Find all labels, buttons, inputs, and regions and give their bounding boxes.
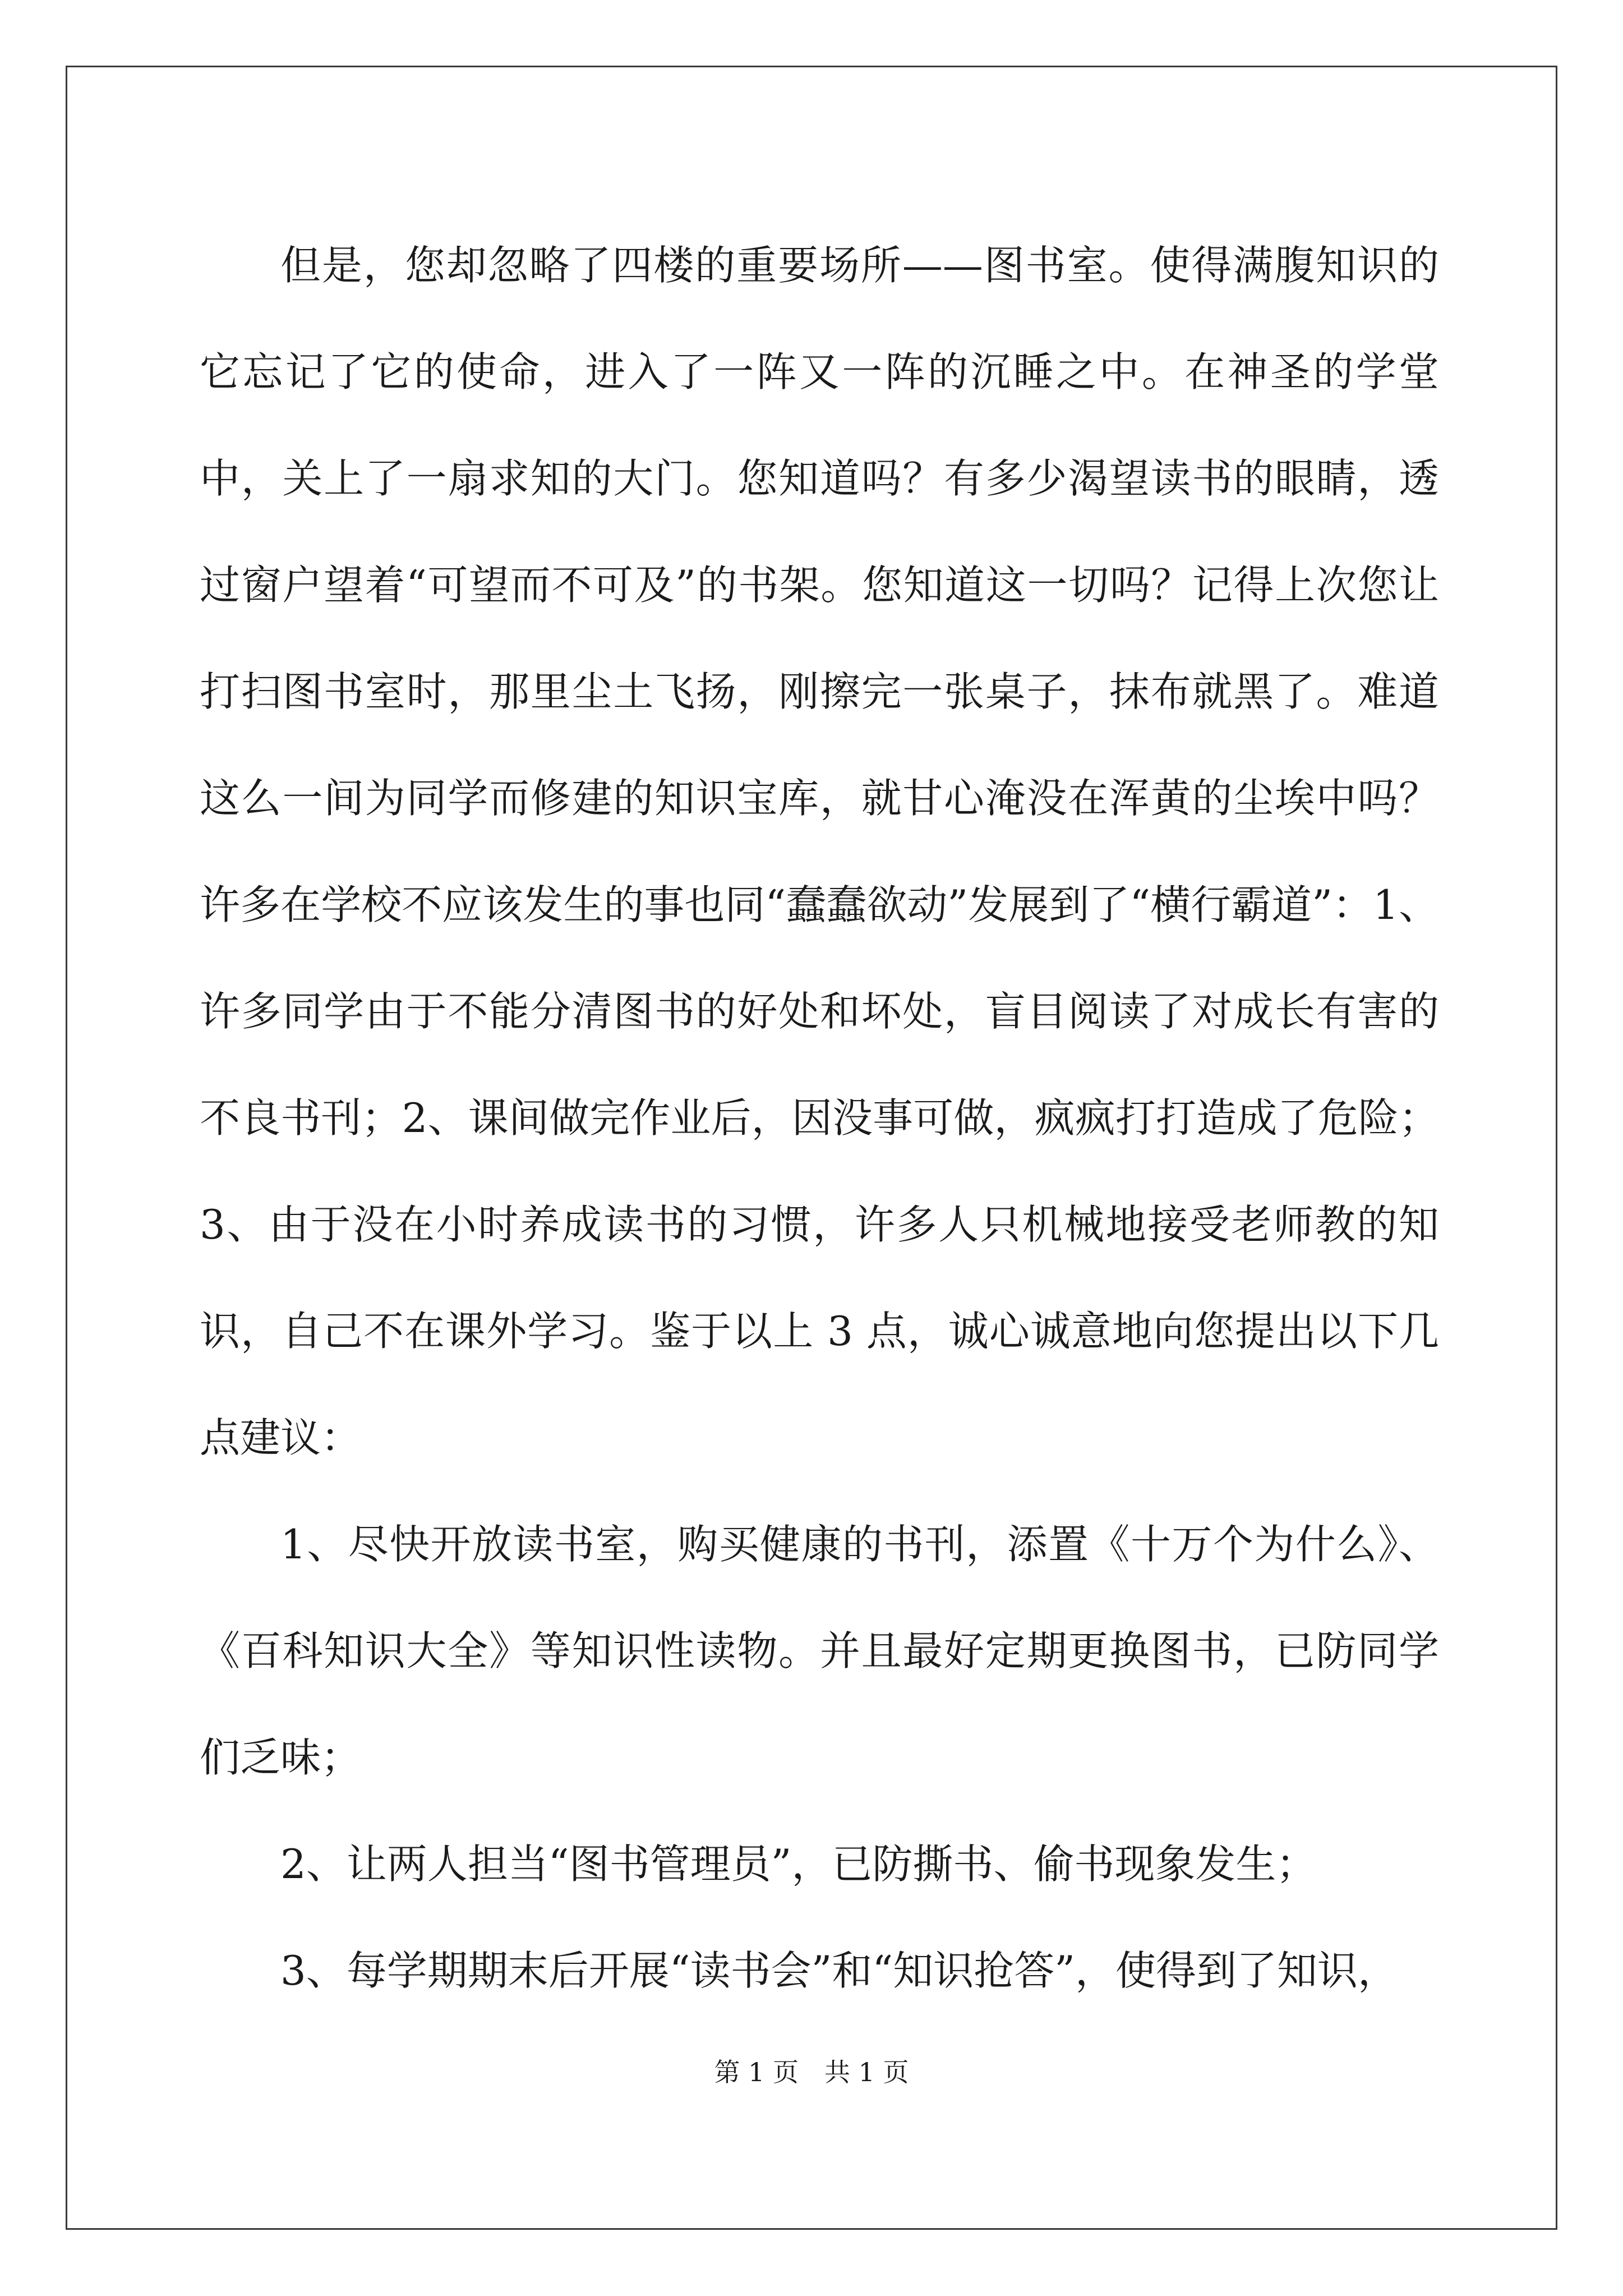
paragraph-3: 2、让两人担当“图书管理员”，已防撕书、偷书现象发生； [280,1841,1317,1888]
paragraph-4: 3、每学期期末后开展“读书会”和“知识抢答”，使得到了知识， [280,1947,1399,1994]
document-body [200,212,1439,2024]
paragraph-1: 但是，您却忽略了四楼的重要场所——图书室。使得满腹知识的它忘记了它的使命，进入了一阵又一阵的沉睡之中。在神圣的学堂中，关上了一扇求知的大门。您知道吗？有多少渴望读书的眼睛，透过窗户望着“可望而不可及”的书架。您知道这一切吗？记得上次您让打扫图书室时，那里尘土飞扬，刚擦完一张桌子，抹布就黑了。难道这么一间为同学而修建的知识宝库，就甘心淹没在浑黄的尘埃中吗？许多在学校不应该发生的事也同“蠢蠢欲动”发展到了“横行霸道”：1、许多同学由于不能分清图书的好处和坏处，盲目阅读了对成长有害的不良书刊；2、课间做完作业后，因没事可做，疯疯打打造成了危险；3、由于没在小时养成读书的习惯，许多人只机械地接受老师教的知识，自己不在课外学习。鉴于以上 3 点，诚心诚意地向您提出以下几点建议： [200,242,1439,1461]
page-footer: 第 1 页 共 1 页 [714,2057,909,2087]
paragraph-2: 1、尽快开放读书室，购买健康的书刊，添置《十万个为什么》、《百科知识大全》等知识性读物。并且最好定期更换图书，已防同学们乏味； [200,1521,1439,1781]
